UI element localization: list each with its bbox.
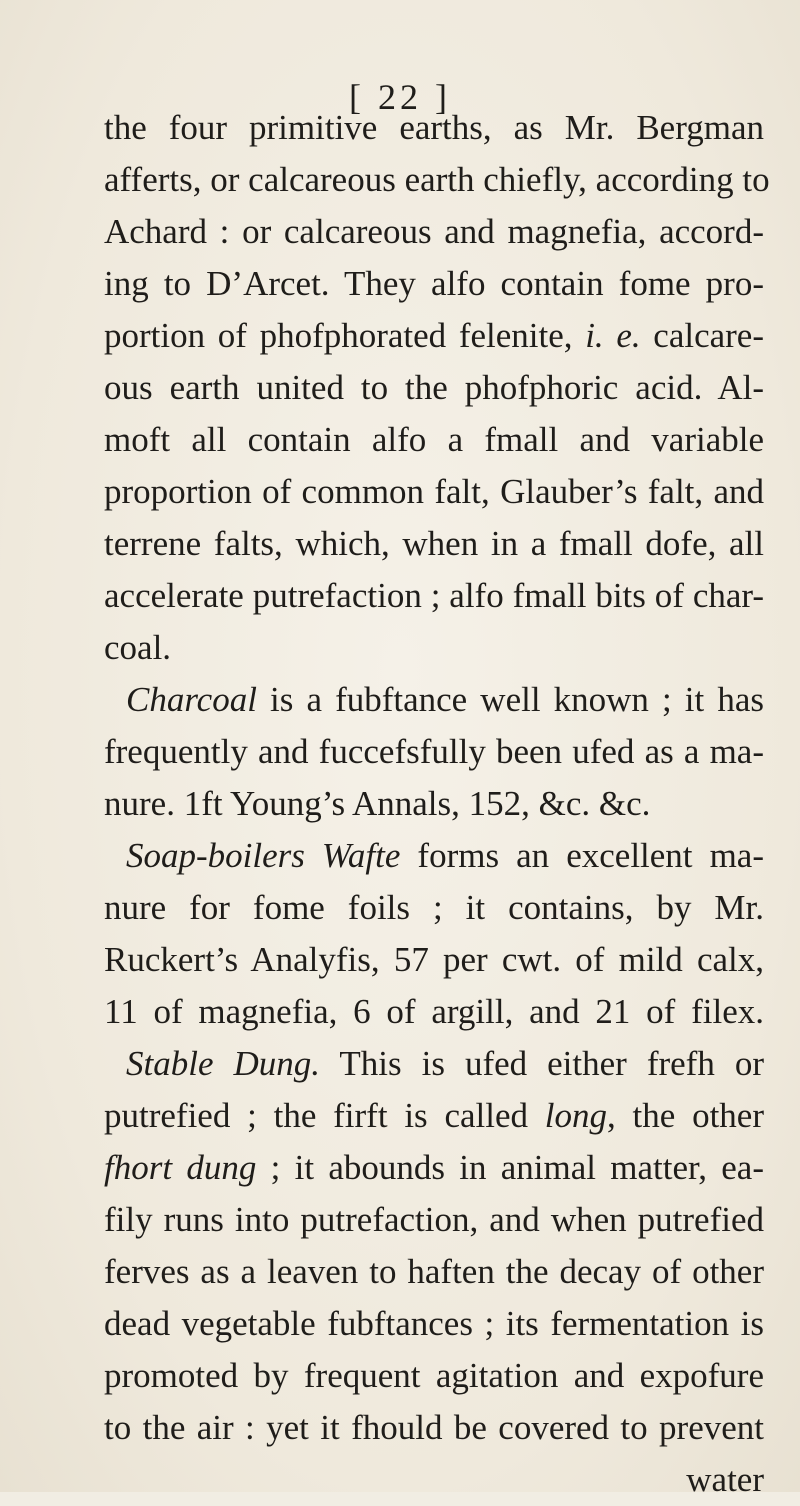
- italic-text: long: [544, 1096, 608, 1135]
- text-line: [104, 1194, 764, 1246]
- text-segment: water: [686, 1460, 764, 1499]
- text-segment: Ruckert’s Analyfis, 57 per cwt. of mild calx,: [104, 940, 764, 979]
- text-line: [104, 1454, 764, 1506]
- text-line: [104, 570, 764, 622]
- text-line: [104, 1298, 764, 1350]
- text-segment: promoted by frequent agitation and expofure: [104, 1356, 764, 1395]
- text-line: [104, 466, 764, 518]
- text-line: [104, 1090, 764, 1142]
- text-segment: ous earth united to the phofphoric acid. Al-: [104, 368, 764, 407]
- italic-text: Stable Dung.: [126, 1044, 321, 1083]
- text-segment: ing to D’Arcet. They alfo contain fome pro-: [104, 264, 764, 303]
- page-number-header: [ 22 ]: [349, 77, 451, 117]
- text-segment: proportion of common falt, Glauber’s falt, and: [104, 472, 764, 511]
- text-segment: dead vegetable fubftances ; its fermentation is: [104, 1304, 764, 1343]
- italic-text: Charcoal: [126, 680, 257, 719]
- text-line: [104, 102, 764, 154]
- text-line: [104, 206, 764, 258]
- text-segment: 11 of magnefia, 6 of argill, and 21 of filex.: [104, 992, 764, 1031]
- text-line: [104, 154, 770, 206]
- text-segment: to the air : yet it fhould be covered to prevent: [104, 1408, 764, 1447]
- text-line: [104, 986, 764, 1038]
- text-line: [104, 310, 764, 362]
- text-segment: putrefied ; the firft is called: [104, 1096, 545, 1135]
- text-line: [104, 778, 764, 830]
- text-segment: moft all contain alfo a fmall and variable: [104, 420, 764, 459]
- text-segment: coal.: [104, 628, 172, 667]
- text-line: [104, 726, 764, 778]
- text-segment: , the other: [607, 1096, 764, 1135]
- text-segment: the four primitive earths, as Mr. Bergman: [104, 108, 764, 147]
- text-segment: frequently and fuccefsfully been ufed as a ma-: [104, 732, 764, 771]
- text-segment: calcare-: [640, 316, 764, 355]
- text-line: [104, 1402, 764, 1454]
- text-line: [104, 1246, 764, 1298]
- text-segment: Achard : or calcareous and magnefia, accord-: [104, 212, 764, 251]
- text-segment: ; it abounds in animal matter, ea-: [256, 1148, 764, 1187]
- text-line: [104, 622, 764, 674]
- text-line: [104, 674, 764, 726]
- text-segment: ferves as a leaven to haften the decay of other: [104, 1252, 764, 1291]
- text-line: [104, 1038, 764, 1090]
- italic-text: i. e.: [585, 316, 641, 355]
- text-line: [104, 518, 764, 570]
- text-segment: afferts, or calcareous earth chiefly, according to: [104, 160, 770, 199]
- text-line: [104, 830, 764, 882]
- text-segment: This is ufed either frefh or: [320, 1044, 764, 1083]
- body-text: [104, 102, 770, 1506]
- text-segment: portion of phofphorated felenite,: [104, 316, 586, 355]
- text-segment: is a fubftance well known ; it has: [256, 680, 764, 719]
- text-segment: nure for fome foils ; it contains, by Mr.: [104, 888, 764, 927]
- text-line: [104, 934, 764, 986]
- text-line: [104, 1142, 764, 1194]
- text-segment: accelerate putrefaction ; alfo fmall bits of char-: [104, 576, 764, 615]
- text-segment: fily runs into putrefaction, and when putrefied: [104, 1200, 764, 1239]
- text-line: [104, 258, 764, 310]
- italic-text: fhort dung: [104, 1148, 257, 1187]
- text-segment: forms an excellent ma-: [400, 836, 764, 875]
- text-line: [104, 1350, 764, 1402]
- text-segment: terrene falts, which, when in a fmall dofe, all: [104, 524, 764, 563]
- text-segment: nure. 1ft Young’s Annals, 152, &c. &c.: [104, 784, 651, 823]
- text-line: [104, 882, 764, 934]
- text-line: [104, 414, 764, 466]
- text-line: [104, 362, 764, 414]
- italic-text: Soap-boilers Wafte: [126, 836, 401, 875]
